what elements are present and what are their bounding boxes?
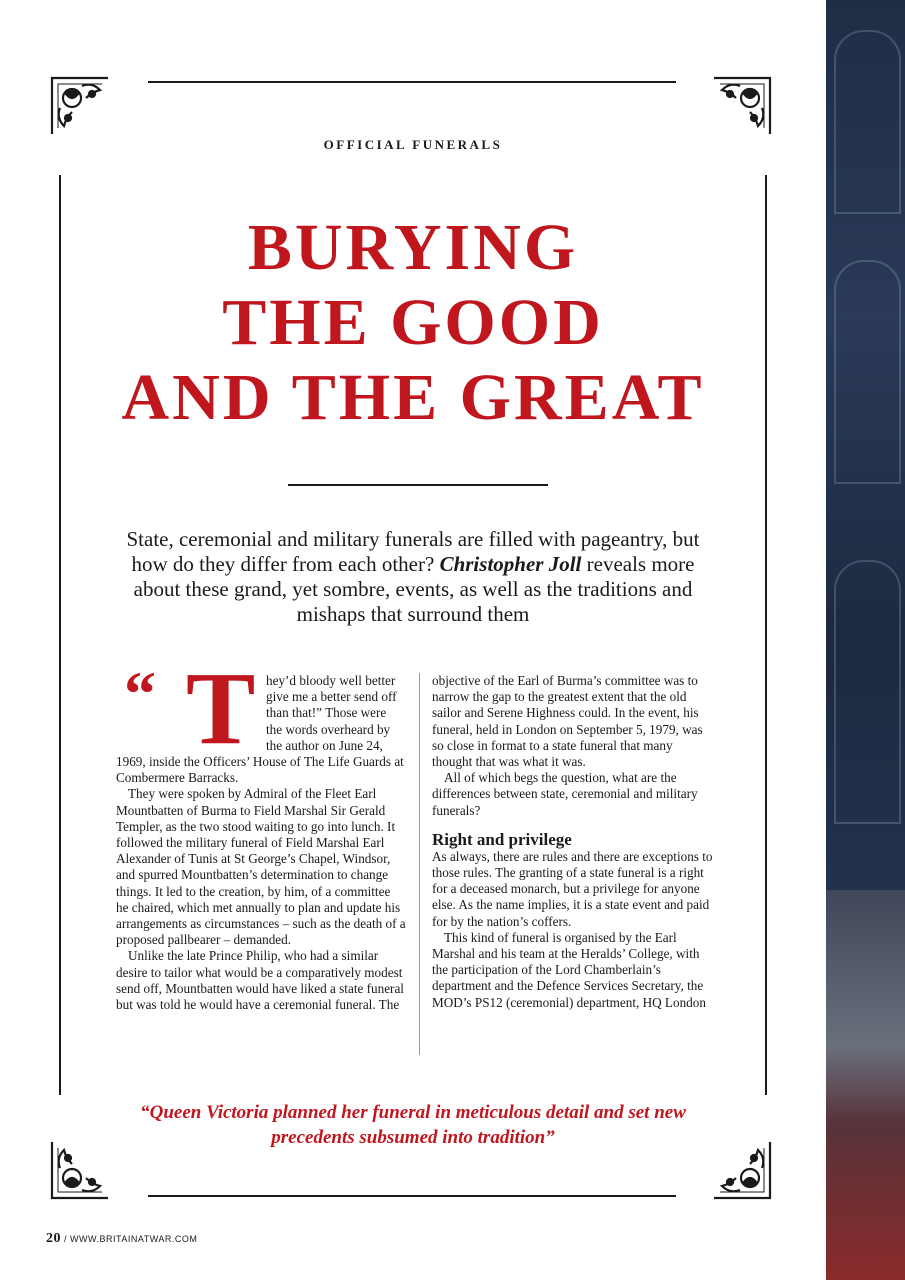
body-column-1: [116, 673, 406, 1013]
headline-line-3: AND THE GREAT: [121, 361, 705, 434]
opening-quote-mark: “: [124, 658, 156, 729]
headline-line-1: BURYING: [247, 211, 579, 284]
body-paragraph: As always, there are rules and there are exceptions to those rules. The granting of a state funeral is a right for a deceased monarch, but a privilege for anyone else. As the name implies, it is a state event and paid for by the nation’s coffers.: [432, 848, 713, 929]
body-column-2: [432, 673, 716, 1011]
ornament-corner-icon: [46, 1140, 110, 1204]
body-paragraph: All of which begs the question, what are the differences between state, ceremonial and military funerals?: [432, 770, 698, 818]
frame-bottom-rule: [148, 1195, 676, 1197]
column-divider: [419, 673, 420, 1055]
headline: [60, 210, 766, 435]
headline-divider: [288, 484, 548, 486]
section-kicker: OFFICIAL FUNERALS: [323, 137, 503, 152]
page-folio: [46, 1231, 197, 1247]
lead-line: the words overheard by: [266, 721, 391, 737]
body-paragraph: They were spoken by Admiral of the Fleet Earl Mountbatten of Burma to Field Marshal Sir Gerald Templer, as the two stood waiting to go into lunch. It followed the military funeral of Field Marshal Earl Alexander of Tunis at St George’s Chapel, Windsor, and spurred Mountbatten’s determination to change things. It led to the creation, by him, of a committee he chaired, which met annually to plan and update his arrangements as circumstances – such as the death of a proposed pallbearer – demanded.: [116, 786, 406, 948]
page-number: 20: [46, 1231, 61, 1246]
drop-cap: T: [186, 651, 256, 766]
standfirst-text-before: State, ceremonial and military funerals are filled with pageantry, but how do they differ from each other?: [126, 527, 700, 576]
subheading: Right and privilege: [432, 829, 572, 849]
ornament-corner-icon: [712, 1140, 776, 1204]
lead-line: than that!” Those were: [266, 705, 387, 721]
pull-quote: “Queen Victoria planned her funeral in meticulous detail and set new precedents subsumed into tradition”: [140, 1102, 686, 1148]
body-paragraph: This kind of funeral is organised by the Earl Marshal and his team at the Heralds’ College, with the participation of the Lord Chamberlain’s department and the Defence Services Secretary, the MOD’s PS12 (ceremonial) department, HQ London: [432, 929, 706, 1010]
lead-line: give me a better send off: [266, 689, 397, 705]
photo-arch-1: [834, 30, 901, 214]
ornament-corner-icon: [46, 72, 110, 136]
photo-arch-3: [834, 560, 901, 824]
photo-arch-2: [834, 260, 901, 484]
frame-top-rule: [148, 81, 676, 83]
folio-separator: /: [64, 1234, 68, 1244]
standfirst: [110, 527, 716, 627]
background-photo-strip: [826, 0, 905, 1280]
body-paragraph: Unlike the late Prince Philip, who had a similar desire to tailor what would be a comparatively modest send off, Mountbatten would have liked a state funeral but was told he would have a ceremonial funeral. The: [116, 948, 404, 1013]
body-paragraph: 1969, inside the Officers’ House of The Life Guards at Combermere Barracks.: [116, 754, 404, 786]
body-paragraph: objective of the Earl of Burma’s committee was to narrow the gap to the greatest extent that the old sailor and Serene Highness could. In the event, his funeral, held in London on September 5, 1979, was so close in format to a state funeral that many thought that was what it was.: [432, 673, 703, 770]
ornament-corner-icon: [712, 72, 776, 136]
site-url[interactable]: WWW.BRITAINATWAR.COM: [70, 1234, 198, 1244]
standfirst-text-after: reveals more about these grand, yet sombre, events, as well as the traditions and mishaps that surround them: [133, 552, 695, 626]
headline-line-2: THE GOOD: [222, 286, 604, 359]
lead-line: the author on June 24,: [266, 737, 383, 753]
lead-line: hey’d bloody well better: [266, 673, 396, 688]
photo-floor: [826, 890, 905, 1280]
author-name: Christopher Joll: [439, 552, 582, 576]
